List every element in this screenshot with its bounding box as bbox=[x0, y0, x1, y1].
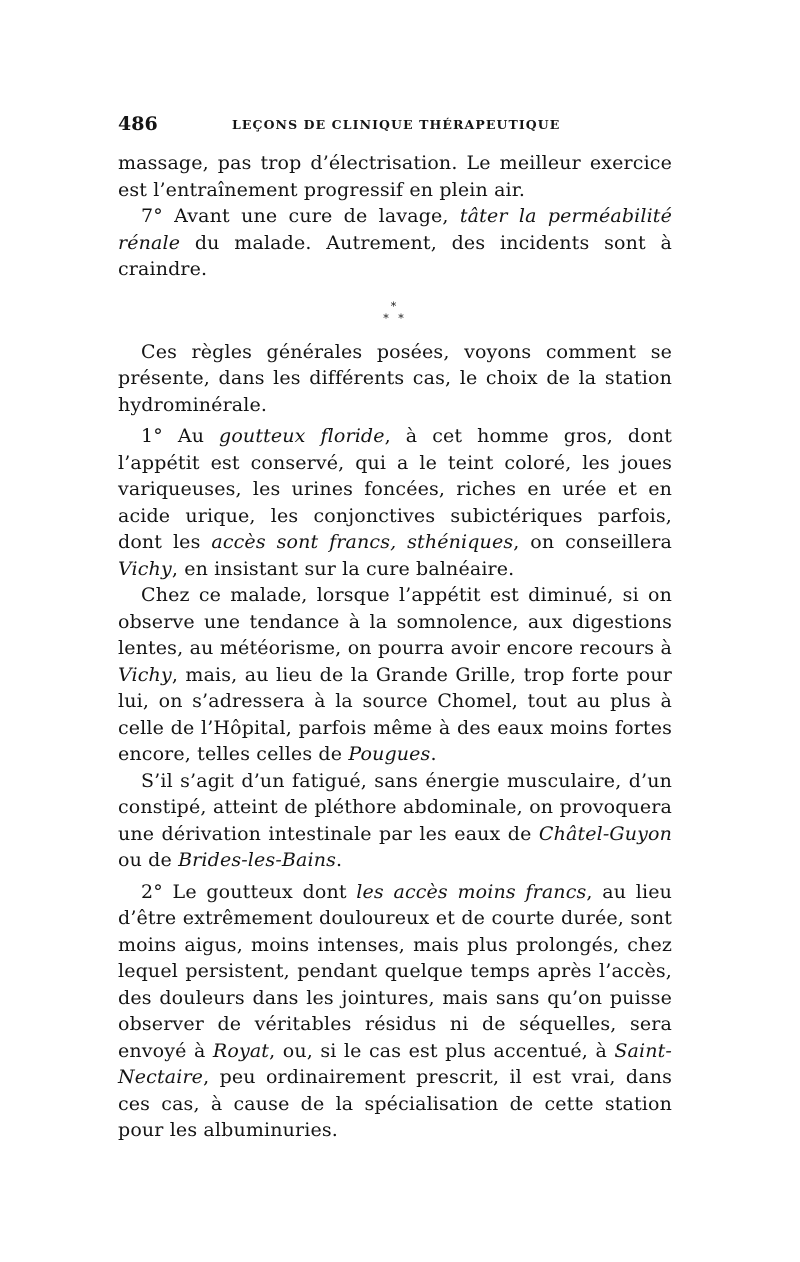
running-header bbox=[118, 112, 678, 137]
running-title: LEÇONS DE CLINIQUE THÉRAPEUTIQUE bbox=[232, 117, 561, 132]
paragraph-acces-moins-francs: 2° Le goutteux dont les accès moins francs, au lieu d’être extrêmement douloureux et de courte durée, sont moins aigus, moins intenses, mais plus prolongés, chez lequel persistent, pendant quelque temps après l’accès, des douleurs dans les jointures, mais sans qu’on puisse observer de véritables résidus ni de séquelles, sera envoyé à Royat, ou, si le cas est plus accentué, à Saint-Nectaire, peu ordinairement prescrit, il est vrai, dans ces cas, à cause de la spécialisation de cette station pour les albuminuries. bbox=[118, 880, 673, 1141]
asterism-bottom: * * bbox=[383, 311, 407, 325]
paragraph-regles-generales: Ces règles générales posées, voyons comment se présente, dans les différents cas, le choix de la station hydrominérale. bbox=[118, 340, 672, 416]
page-body bbox=[118, 150, 672, 1144]
paragraph-goutteux-floride: 1° Au goutteux floride, à cet homme gros, dont l’appétit est conservé, qui a le teint coloré, les joues variqueuses, les urines foncées, riches en urée et en acide urique, les conjonctives subictériques parfois, dont les accès sont francs, sthéniques, on conseillera Vichy, en insistant sur la cure balnéaire. bbox=[118, 425, 673, 580]
paragraph-cure-de-lavage: 7° Avant une cure de lavage, tâter la perméabilité rénale du malade. Autrement, des incidents sont à craindre. bbox=[118, 205, 672, 280]
paragraph-massage: massage, pas trop d’électrisation. Le meilleur exercice est l’entraînement progressif en plein air. bbox=[118, 152, 672, 201]
paragraph-chez-ce-malade: Chez ce malade, lorsque l’appétit est diminué, si on observe une tendance à la somnolence, aux digestions lentes, au météorisme, on pourra avoir encore recours à Vichy, mais, au lieu de la Grande Grille, trop forte pour lui, on s’adressera à la source Chomel, tout au plus à celle de l’Hôpital, parfois même à des eaux moins fortes encore, telles celles de Pougues. bbox=[118, 584, 672, 765]
asterism-top: * bbox=[390, 299, 400, 313]
page-number: 486 bbox=[118, 113, 158, 135]
asterism-separator bbox=[118, 301, 672, 325]
paragraph-fatigue: S’il s’agit d’un fatigué, sans énergie musculaire, d’un constipé, atteint de pléthore abdominale, on provoquera une dérivation intestinale par les eaux de Châtel-Guyon ou de Brides-les-Bains. bbox=[118, 769, 672, 871]
